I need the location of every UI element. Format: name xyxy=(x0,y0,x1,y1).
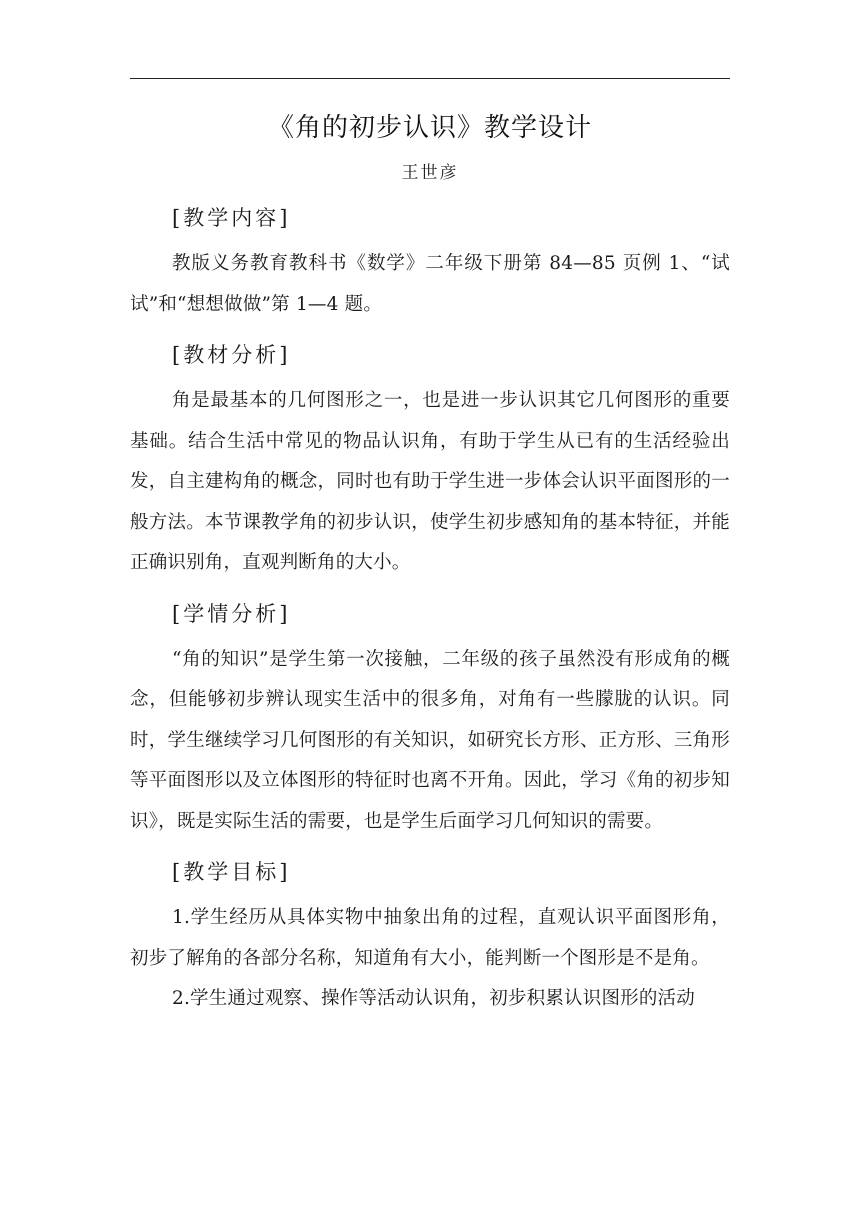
section-heading-student-analysis: [学情分析] xyxy=(172,601,291,626)
section-heading-material-analysis: [教材分析] xyxy=(172,343,291,367)
paragraph: 2.学生通过观察、操作等活动认识角，初步积累认识图形的活动 xyxy=(172,988,695,1009)
document-author: 王世彦 xyxy=(401,163,459,183)
header-rule xyxy=(130,78,730,79)
section-heading-teaching-content: [教学内容] xyxy=(172,206,291,230)
section-heading-teaching-goals: [教学目标] xyxy=(172,860,291,884)
paragraph: 角是最基本的几何图形之一，也是进一步认识其它几何图形的重要基础。结合生活中常见的物品认识角，有助于学生从已有的生活经验出发，自主建构角的概念，同时也有助于学生进一步体会认识平面图形的一般方法。本节课教学角的初步认识，使学生初步感知角的基本特征，并能正确识别角，直观判断角的大小。 xyxy=(130,390,730,573)
paragraph: 教版义务教育教科书《数学》二年级下册第 84—85 页例 1、“试试”和“想想做做”第 1—4 题。 xyxy=(130,253,730,315)
document-title: 《角的初步认识》教学设计 xyxy=(267,113,592,143)
document-body xyxy=(130,198,730,1020)
paragraph: 1.学生经历从具体实物中抽象出角的过程，直观认识平面图形角，初步了解角的各部分名称，知道角有大小，能判断一个图形是不是角。 xyxy=(130,907,730,969)
paragraph: “角的知识”是学生第一次接触，二年级的孩子虽然没有形成角的概念，但能够初步辨认现实生活中的很多角，对角有一些朦胧的认识。同时，学生继续学习几何图形的有关知识，如研究长方形、正方形、三角形等平面图形以及立体图形的特征时也离不开角。因此，学习《角的初步知识》，既是实际生活的需要，也是学生后面学习几何知识的需要。 xyxy=(130,648,730,832)
